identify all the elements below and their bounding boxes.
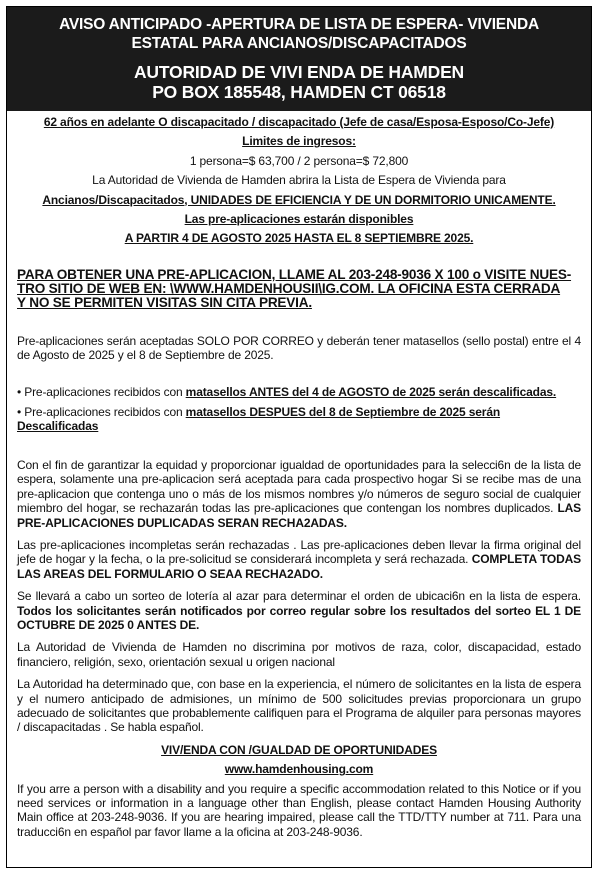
duplicate-paragraph [17,458,581,530]
incomplete-paragraph [17,538,581,581]
eligibility-line: 62 años en adelante O discapacitado / discapacitado (Jefe de casa/Esposa-Esposo/Co-Jefe) [43,115,555,129]
bullet-before [17,385,581,399]
website-link[interactable]: www.hamdenhousing.com [224,762,374,777]
mail-paragraph: Pre-aplicaciones serán aceptadas SOLO POR CORREO y deberán tener matasellos (sello postal) entre el 4 de Agosto de 2025 y el 8 de Septiembre de 2025. [17,333,581,363]
lottery-text: Se llevará a cabo un sorteo de lotería al azar para determinar el orden de ubicaci6n en la lista de espera. [17,589,581,604]
intro-line: La Autoridad de Vivienda de Hamden abrira la Lista de Espera de Vivienda para [92,173,506,188]
equal-opportunity: VIV/ENDA CON /GUALDAD DE OPORTUNIDADES [161,742,437,757]
bullet-before-prefix: • Pre-aplicaciones recibidos con [17,384,186,399]
bullet-after-prefix: • Pre-aplicaciones recibidos con [17,405,186,420]
availability-line1: Las pre-aplicaciones estarán disponibles [184,212,414,227]
call-notice [17,268,581,310]
incomplete-bold: COMPLETA TODAS LAS AREAS DEL FORMULARIO O SEAA RECHA2ADO. [17,552,581,581]
bullet-after [17,405,581,434]
call-notice-line1: PARA OBTENER UNA PRE-APLICACION, LLAME AL 203-248-9036 X 100 o VISITE NUES- [17,266,572,282]
bullet-before-emph: matasellos ANTES del 4 de AGOSTO de 2025 serán descalificadas. [185,384,557,399]
nondiscrimination-paragraph: La Autoridad de Vivienda de Hamden no discrimina por motivos de raza, color, discapacidad, estado financiero, religión, sexo, orientación sexual u origen nacional [17,640,581,669]
lottery-paragraph [17,589,581,632]
units-line: Ancianos/Discapacitados, UNIDADES DE EFICIENCIA Y DE UN DORMITORIO UNICAMENTE. [42,192,556,207]
income-heading: Limites de ingresos: [242,134,356,149]
notice-title-line1: AVISO ANTICIPADO -APERTURA DE LISTA DE ESPERA- VIVIENDA [59,16,539,33]
duplicate-text: Con el fin de garantizar la equidad y proporcionar igualdad de oportunidades para la selecci6n de la lista de espera, solamente una pre-aplicacion será aceptada para cada prospectivo hogar Si se recibe mas de una pre-aplicacion que contenga uno o más de los mismos nombres y/o números de seguro social de cualquier miembro del hogar, se rechazarán todas las pre-aplicaciones que contengan los nombres duplicados. [17,457,581,516]
authority-address: PO BOX 185548, HAMDEN CT 06518 [152,82,446,102]
bullet-after-emph: matasellos DESPUES del 8 de Septiembre de 2025 serán Descalificadas [17,405,501,434]
availability-dates: A PARTIR 4 DE AGOSTO 2025 HASTA EL 8 SEPTIEMBRE 2025. [124,231,474,246]
call-notice-line2: TRO SITIO DE WEB EN: \WWW.HAMDENHOUSII\IG.COM. LA OFICINA ESTA CERRADA [17,280,561,296]
notice-frame [6,6,592,868]
income-limits: 1 persona=$ 63,700 / 2 persona=$ 72,800 [189,153,409,168]
call-notice-line3: Y NO SE PERMITEN VISITAS SIN CITA PREVIA. [17,294,312,310]
determination-paragraph: La Autoridad ha determinado que, con base en la experiencia, el número de solicitantes en la lista de espera y el numero anticipado de admisiones, un mínimo de 500 solicitudes previas proporcionara un grupo adecuado de solicitantes que probablemente califiquen para el Programa de alquiler para personas mayores / discapacitadas . Se habla español. [17,677,581,735]
duplicate-bold: LAS PRE-APLICACIONES DUPLICADAS SERAN RECHA2ADAS. [17,501,581,530]
accommodation-paragraph: If you arre a person with a disability and you require a specific accommodation related to this Notice or if you need services or information in a language other than English, please contact Hamden Housing Authority Main office at 203-248-9036. If you are hearing impaired, please call the TTD/TTY number at 711. Para una traducci6n en español par favor llame a la oficina at 203-248-9036. [17,781,581,839]
notice-header [7,7,591,111]
lottery-bold: Todos los solicitantes serán notificados por correo regular sobre los resultados del sorteo EL 1 DE OCTUBRE DE 2025 0 ANTES DE. [17,603,581,632]
incomplete-text: Las pre-aplicaciones incompletas serán rechazadas . Las pre-aplicaciones deben llevar la firma original del jefe de hogar y la fecha, o la pre-solicitud se considerará incompleta y será rechazada. [17,537,581,567]
authority-name: AUTORIDAD DE VIVI ENDA DE HAMDEN [133,62,464,82]
notice-title-line2: ESTATAL PARA ANCIANOS/DISCAPACITADOS [131,35,467,52]
notice-body [7,111,591,839]
